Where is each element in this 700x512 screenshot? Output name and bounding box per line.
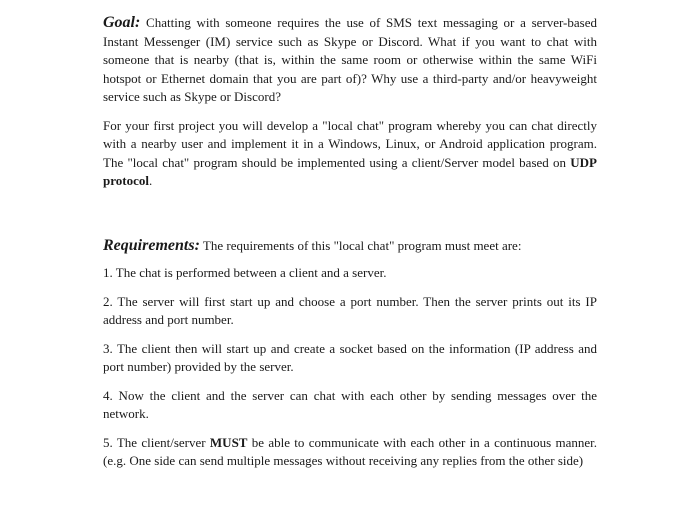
goal-label: Goal: <box>103 14 141 31</box>
requirement-item-5 <box>103 434 597 471</box>
goal-text: Chatting with someone requires the use of SMS text messaging or a server-based Instant Messenger (IM) service such as Skype or Discord. What if you want to chat with someone that is nearby (that is, within the same room or otherwise within the same WiFi hotspot or Ethernet domain that you are part of)? Why use a third-party and/or heavyweight service such as Skype or Discord? <box>103 15 597 104</box>
requirements-paragraph <box>103 237 597 256</box>
must-emphasis: MUST <box>209 434 248 450</box>
goal-paragraph <box>103 14 597 107</box>
requirement-item-5-start: 5. The client/server <box>103 434 210 450</box>
intro-text: For your first project you will develop a "local chat" program whereby you can chat directly with a nearby user and implement it in a Windows, Linux, or Android application program. The "local chat" program should be implemented using a client/Server model based on <box>103 117 597 170</box>
intro-text-end: . <box>148 173 153 188</box>
udp-protocol-emphasis: UDP protocol <box>103 154 597 188</box>
requirements-label: Requirements: <box>103 236 200 254</box>
intro-paragraph <box>103 117 597 191</box>
requirements-text: The requirements of this "local chat" program must meet are: <box>199 237 522 253</box>
requirement-item-2: 2. The server will first start up and choose a port number. Then the server prints out its IP address and port number. <box>103 293 597 327</box>
requirement-item-3: 3. The client then will start up and create a socket based on the information (IP address and port number) provided by the server. <box>103 340 597 374</box>
requirement-item-5-end: be able to communicate with each other in a continuous manner. (e.g. One side can send multiple messages without receiving any replies from the other side) <box>103 434 597 468</box>
requirement-item-4: 4. Now the client and the server can chat with each other by sending messages over the network. <box>103 387 597 421</box>
requirement-item-1: 1. The chat is performed between a client and a server. <box>103 265 387 280</box>
document-page <box>103 14 597 481</box>
